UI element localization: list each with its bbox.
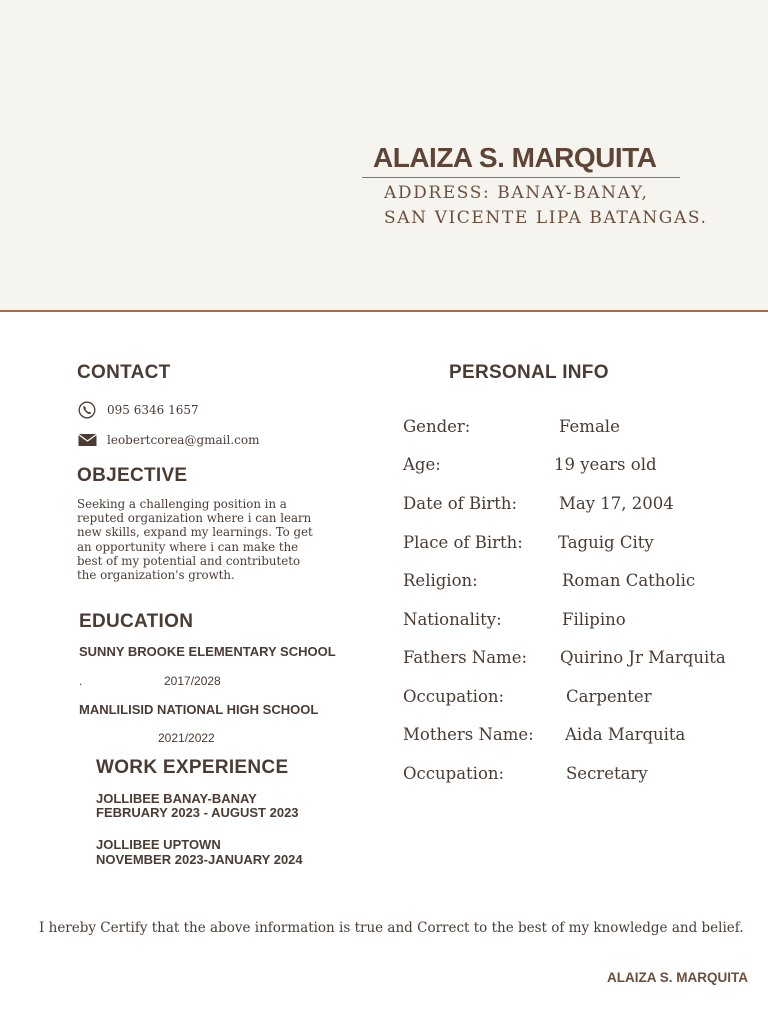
address-block — [384, 181, 708, 231]
objective-heading: OBJECTIVE — [77, 465, 188, 486]
school-name-2: MANLILISID NATIONAL HIGH SCHOOL — [79, 702, 319, 717]
contact-email: leobertcorea@gmail.com — [107, 433, 260, 447]
info-label-nationality: Nationality: — [403, 610, 502, 629]
info-value-pob: Taguig City — [558, 533, 654, 552]
school-prefix-1: . — [79, 674, 83, 688]
info-value-father-occupation: Carpenter — [566, 687, 652, 706]
info-label-dob: Date of Birth: — [403, 494, 518, 513]
info-value-mother-occupation: Secretary — [566, 764, 648, 783]
info-label-mother-occupation: Occupation: — [403, 764, 505, 783]
school-year-1: 2017/2028 — [164, 674, 221, 688]
contact-phone-row — [77, 402, 199, 418]
contact-phone: 095 6346 1657 — [107, 403, 199, 417]
education-heading: EDUCATION — [79, 611, 194, 632]
personal-info-heading: PERSONAL INFO — [449, 362, 609, 383]
info-value-religion: Roman Catholic — [562, 571, 696, 590]
info-label-father-occupation: Occupation: — [403, 687, 505, 706]
job-period-2: NOVEMBER 2023-JANUARY 2024 — [96, 852, 303, 867]
info-value-dob: May 17, 2004 — [559, 494, 674, 513]
envelope-icon — [77, 432, 97, 448]
contact-heading: CONTACT — [77, 362, 171, 383]
signature-name: ALAIZA S. MARQUITA — [607, 970, 748, 985]
info-label-gender: Gender: — [403, 417, 471, 436]
work-heading: WORK EXPERIENCE — [96, 757, 289, 778]
header-band — [0, 0, 768, 312]
job-place-1: JOLLIBEE BANAY-BANAY — [96, 791, 257, 806]
certification-statement: I hereby Certify that the above information is true and Correct to the best of my knowledge and belief. — [39, 920, 744, 936]
info-label-mother: Mothers Name: — [403, 725, 534, 744]
address-line-1: ADDRESS: BANAY-BANAY, — [384, 183, 649, 203]
school-year-2: 2021/2022 — [158, 731, 215, 745]
info-label-father: Fathers Name: — [403, 648, 528, 667]
info-value-age: 19 years old — [554, 455, 657, 474]
info-value-father: Quirino Jr Marquita — [560, 648, 726, 667]
info-value-nationality: Filipino — [562, 610, 626, 629]
info-label-pob: Place of Birth: — [403, 533, 523, 552]
contact-email-row — [77, 432, 259, 448]
objective-text: Seeking a challenging position in a reputed organization where i can learn new skills, expand my learnings. To get an opportunity where i can make the best of my potential and contributeto the organization's growth. — [77, 497, 313, 583]
info-value-mother: Aida Marquita — [565, 725, 686, 744]
address-line-2: SAN VICENTE LIPA BATANGAS. — [384, 208, 708, 228]
job-period-1: FEBRUARY 2023 - AUGUST 2023 — [96, 805, 299, 820]
school-name-1: SUNNY BROOKE ELEMENTARY SCHOOL — [79, 644, 336, 659]
name-underline — [362, 177, 680, 178]
job-place-2: JOLLIBEE UPTOWN — [96, 837, 221, 852]
applicant-name: ALAIZA S. MARQUITA — [373, 142, 657, 173]
phone-icon — [77, 402, 97, 418]
info-value-gender: Female — [559, 417, 620, 436]
info-label-religion: Religion: — [403, 571, 478, 590]
info-label-age: Age: — [403, 455, 441, 474]
